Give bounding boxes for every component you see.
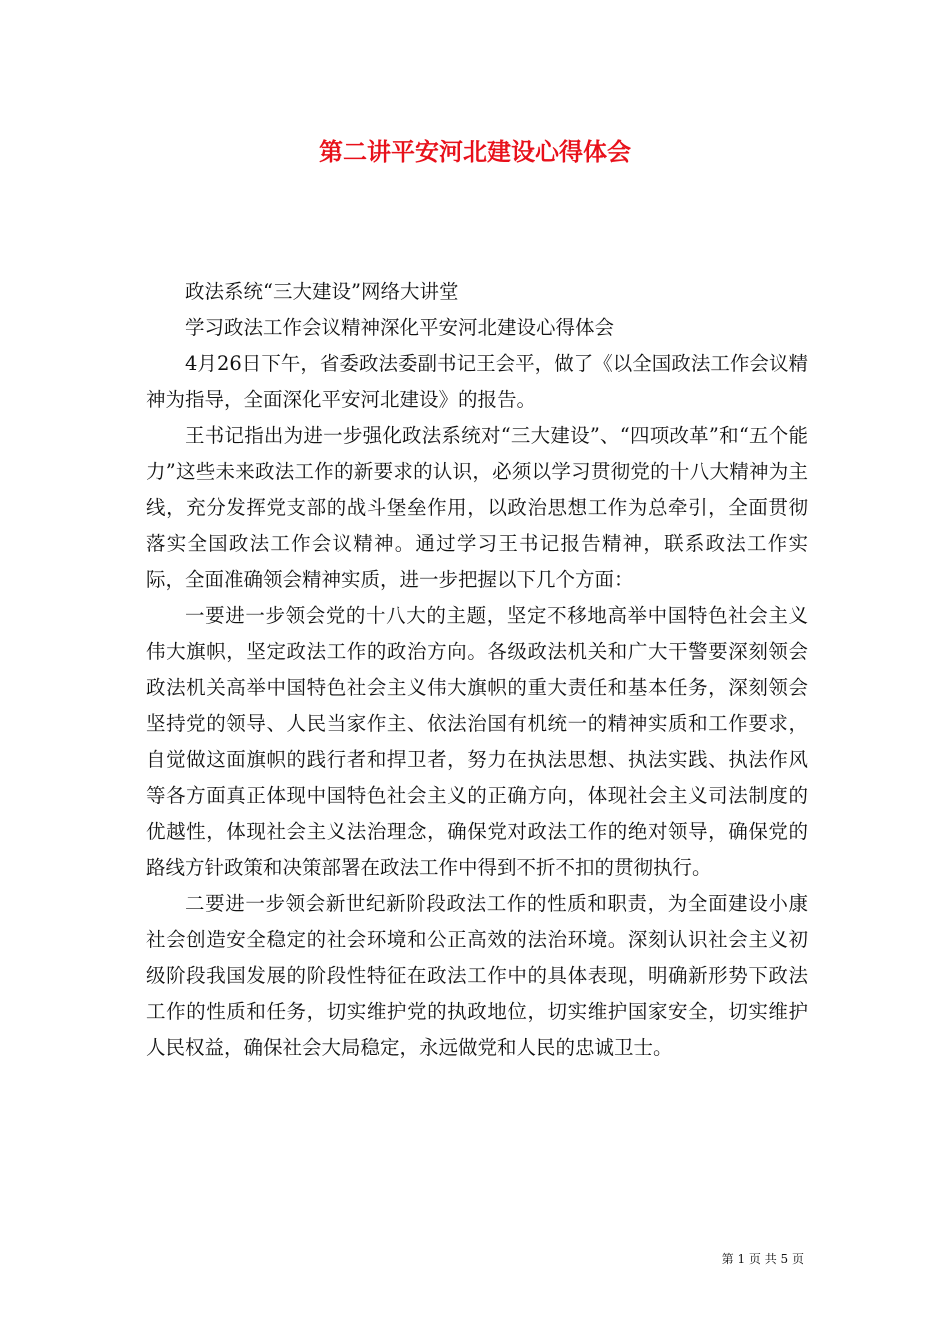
document-body <box>146 274 808 1066</box>
paragraph-3: 4月26日下午，省委政法委副书记王会平，做了《以全国政法工作会议精神为指导，全面深化平安河北建设》的报告。 <box>146 352 808 411</box>
document-title: 第二讲平安河北建设心得体会 <box>319 137 631 166</box>
page-number: 第 1 页 共 5 页 <box>721 1252 804 1266</box>
paragraph-5: 一要进一步领会党的十八大的主题，坚定不移地高举中国特色社会主义伟大旗帜，坚定政法工作的政治方向。各级政法机关和广大干警要深刻领会政法机关高举中国特色社会主义伟大旗帜的重大责任和基本任务，深刻领会坚持党的领导、人民当家作主、依法治国有机统一的精神实质和工作要求，自觉做这面旗帜的践行者和捍卫者，努力在执法思想、执法实践、执法作风等各方面真正体现中国特色社会主义的正确方向，体现社会主义司法制度的优越性，体现社会主义法治理念，确保党对政法工作的绝对领导，确保党的路线方针政策和决策部署在政法工作中得到不折不扣的贯彻执行。 <box>146 604 808 879</box>
paragraph-2: 学习政法工作会议精神深化平安河北建设心得体会 <box>185 316 615 339</box>
paragraph-4: 王书记指出为进一步强化政法系统对“三大建设”、“四项改革”和“五个能力”这些未来政法工作的新要求的认识，必须以学习贯彻党的十八大精神为主线，充分发挥党支部的战斗堡垒作用，以政治思想工作为总牵引，全面贯彻落实全国政法工作会议精神。通过学习王书记报告精神，联系政法工作实际，全面准确领会精神实质，进一步把握以下几个方面： <box>146 424 808 591</box>
paragraph-6: 二要进一步领会新世纪新阶段政法工作的性质和职责，为全面建设小康社会创造安全稳定的社会环境和公正高效的法治环境。深刻认识社会主义初级阶段我国发展的阶段性特征在政法工作中的具体表现，明确新形势下政法工作的性质和任务，切实维护党的执政地位，切实维护国家安全，切实维护人民权益，确保社会大局稳定，永远做党和人民的忠诚卫士。 <box>146 892 808 1059</box>
paragraph-1: 政法系统“三大建设”网络大讲堂 <box>185 280 459 303</box>
